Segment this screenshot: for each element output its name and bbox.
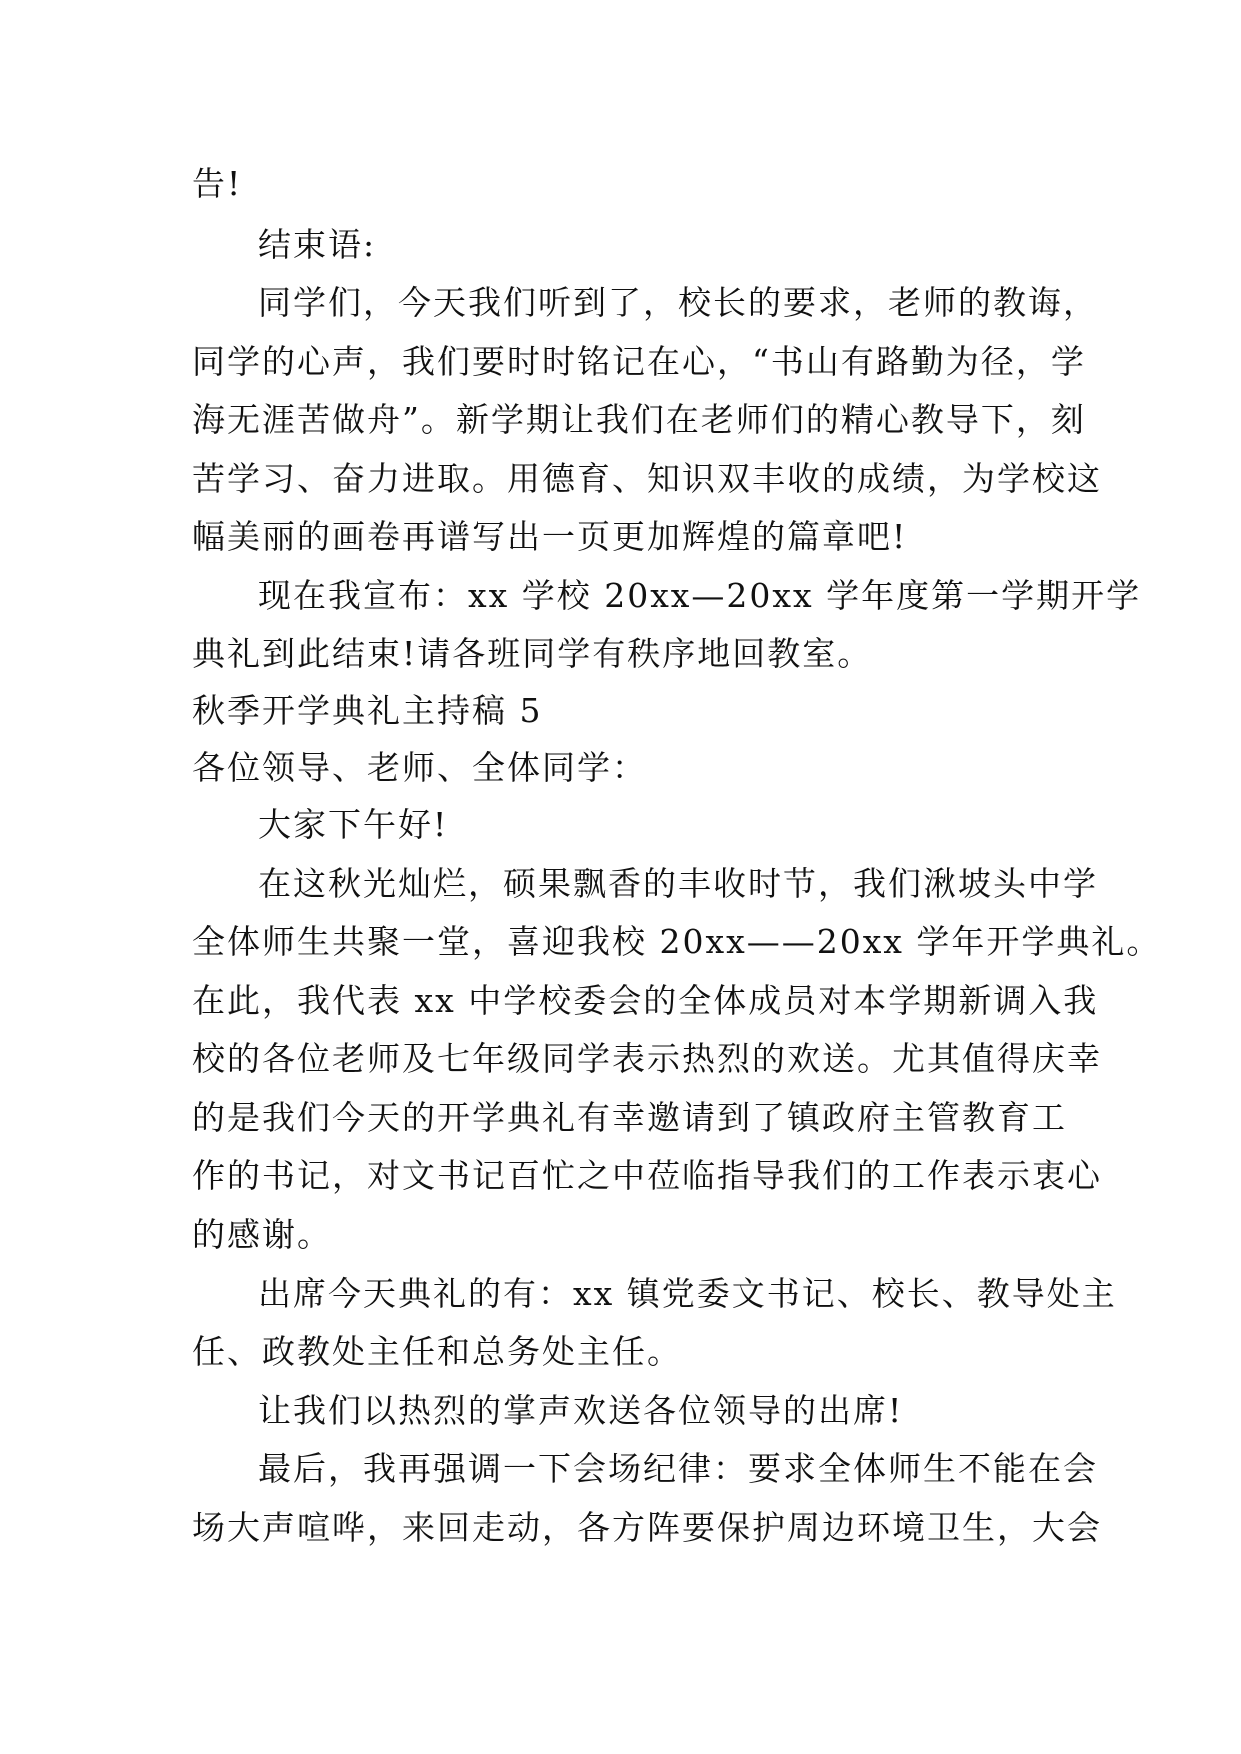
text-line: 同学们，今天我们听到了，校长的要求，老师的教诲， [258,283,1098,322]
text-line: 幅美丽的画卷再谱写出一页更加辉煌的篇章吧! [192,517,908,556]
text-line: 任、政教处主任和总务处主任。 [192,1332,682,1371]
text-line: 的是我们今天的开学典礼有幸邀请到了镇政府主管教育工 [192,1098,1067,1137]
text-line: 在此，我代表 xx 中学校委会的全体成员对本学期新调入我 [192,981,1099,1020]
text-line: 让我们以热烈的掌声欢送各位领导的出席! [258,1391,904,1430]
text-line: 校的各位老师及七年级同学表示热烈的欢送。尤其值得庆幸 [192,1039,1102,1078]
greeting: 大家下午好! [258,805,449,844]
text-line: 最后，我再强调一下会场纪律：要求全体师生不能在会 [258,1449,1098,1488]
text-line: 的感谢。 [192,1215,332,1254]
text-line: 告! [192,164,243,203]
text-line: 苦学习、奋力进取。用德育、知识双丰收的成绩，为学校这 [192,459,1102,498]
salutation: 各位领导、老师、全体同学： [192,748,647,787]
text-line: 现在我宣布：xx 学校 20xx—20xx 学年度第一学期开学 [258,576,1142,615]
text-line: 在这秋光灿烂，硕果飘香的丰收时节，我们湫坡头中学 [258,864,1098,903]
text-line: 作的书记，对文书记百忙之中莅临指导我们的工作表示衷心 [192,1156,1102,1195]
document-title: 秋季开学典礼主持稿 5 [192,691,543,730]
text-line: 出席今天典礼的有：xx 镇党委文书记、校长、教导处主 [258,1274,1117,1313]
text-line: 场大声喧哗，来回走动，各方阵要保护周边环境卫生，大会 [192,1508,1102,1547]
section-heading: 结束语: [258,225,377,264]
text-line: 典礼到此结束!请各班同学有秩序地回教室。 [192,634,873,673]
text-line: 同学的心声，我们要时时铭记在心，“书山有路勤为径，学 [192,342,1086,381]
text-line: 全体师生共聚一堂，喜迎我校 20xx——20xx 学年开学典礼。 [192,922,1162,961]
text-line: 海无涯苦做舟”。新学期让我们在老师们的精心教导下，刻 [192,400,1086,439]
